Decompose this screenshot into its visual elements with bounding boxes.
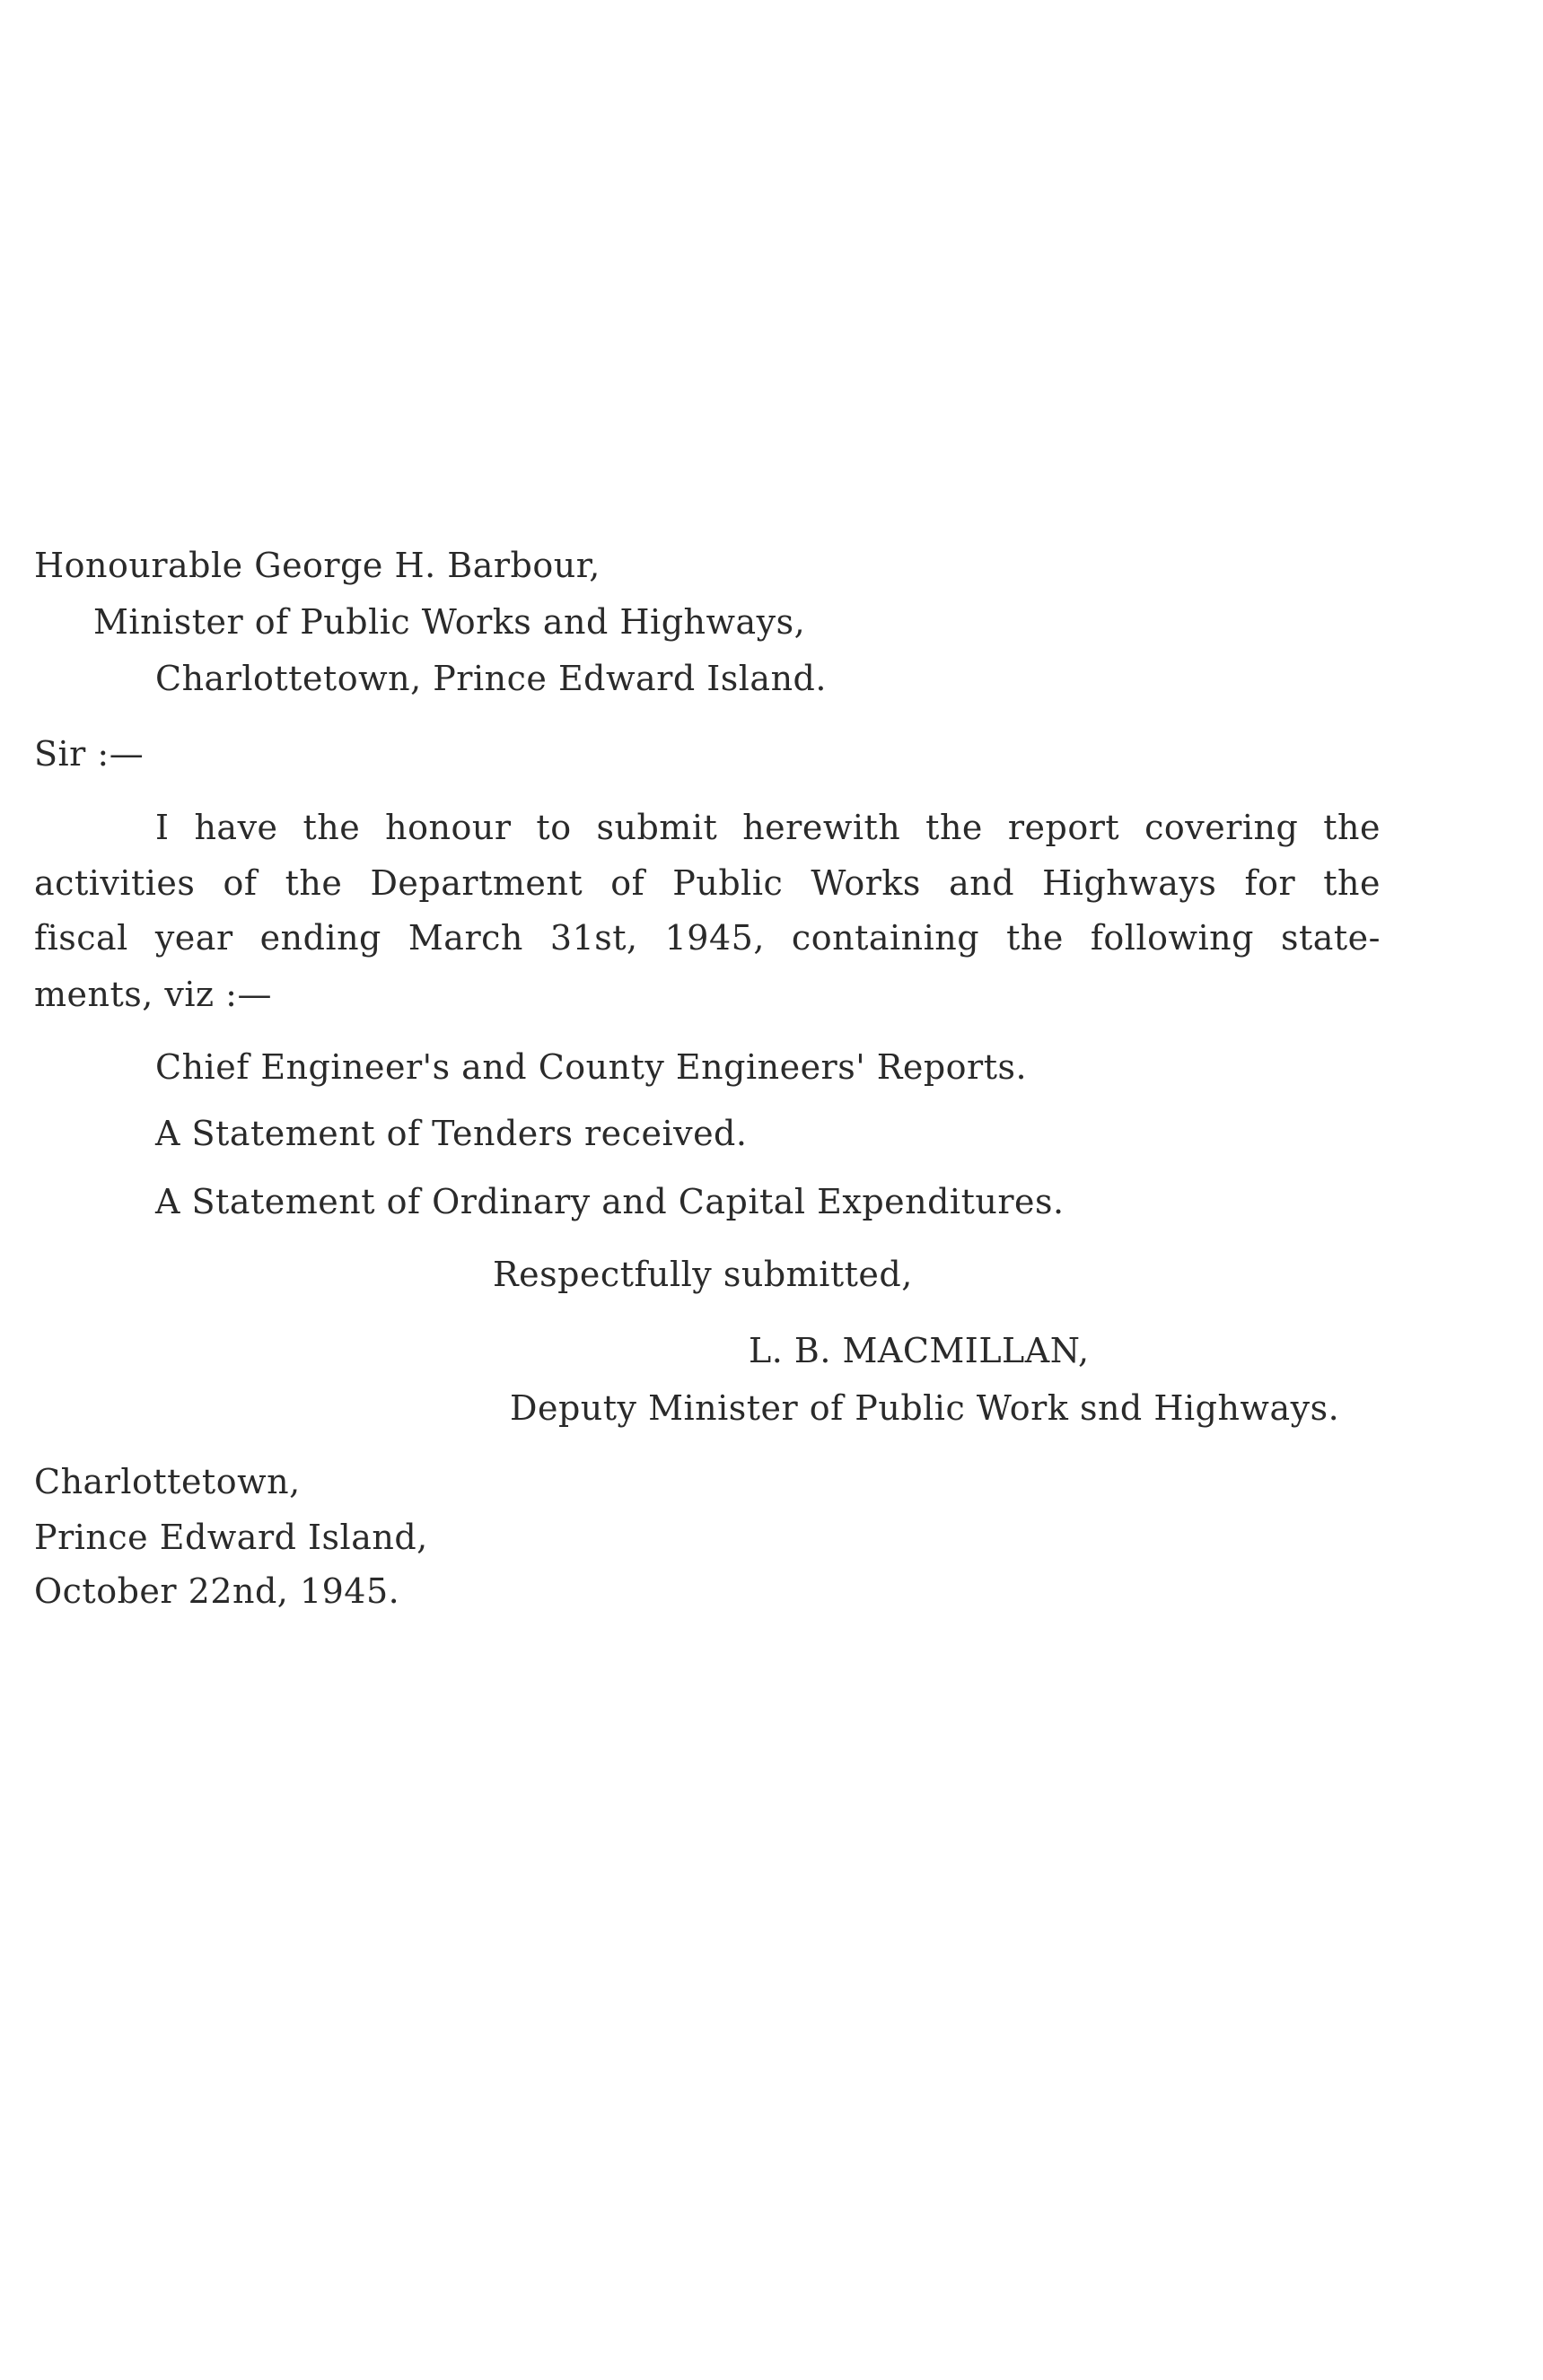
statement-item-3: A Statement of Ordinary and Capital Expenditures. [155,1182,1065,1221]
signatory-title: Deputy Minister of Public Work snd Highways. [510,1388,1340,1428]
addressee-location: Charlottetown, Prince Edward Island. [155,659,827,698]
paragraph-line-3: fiscal year ending March 31st, 1945, containing the following state- [34,918,1381,958]
statement-item-2: A Statement of Tenders received. [155,1114,748,1153]
addressee-name: Honourable George H. Barbour, [34,546,601,585]
paragraph-line-1: I have the honour to submit herewith the report covering the [155,808,1381,847]
dateline-province: Prince Edward Island, [34,1518,428,1557]
addressee-title: Minister of Public Works and Highways, [93,602,806,642]
dateline-date: October 22nd, 1945. [34,1571,400,1611]
statement-item-1: Chief Engineer's and County Engineers' Reports. [155,1047,1028,1087]
paragraph-line-4: ments, viz :— [34,975,272,1014]
salutation: Sir :— [34,734,145,774]
signatory-name: L. B. MACMILLAN, [749,1331,1090,1370]
dateline-city: Charlottetown, [34,1462,301,1501]
paragraph-line-2: activities of the Department of Public Works and Highways for the [34,863,1381,903]
complimentary-close: Respectfully submitted, [493,1255,913,1294]
